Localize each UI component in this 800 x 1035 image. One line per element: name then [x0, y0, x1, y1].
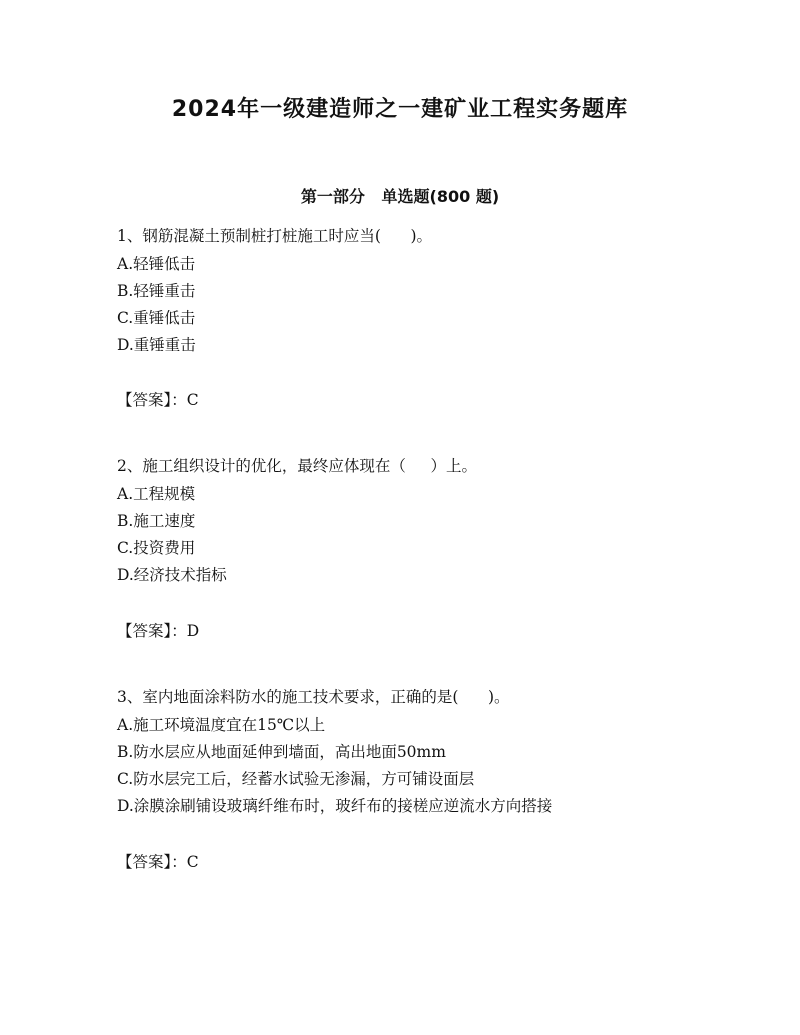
question-2-stem: 2、施工组织设计的优化，最终应体现在（ ）上。	[117, 457, 477, 475]
question-3-option-d: D.涂膜涂刷铺设玻璃纤维布时，玻纤布的接槎应逆流水方向搭接	[117, 797, 553, 815]
section-title: 第一部分 单选题(800 题)	[300, 187, 500, 206]
question-3-option-a: A.施工环境温度宜在15℃以上	[117, 716, 326, 734]
question-2-option-a: A.工程规模	[117, 485, 196, 503]
question-1-option-b: B.轻锤重击	[117, 282, 196, 300]
question-3-answer: 【答案】：C	[117, 853, 199, 871]
question-3-stem: 3、室内地面涂料防水的施工技术要求，正确的是( )。	[117, 688, 510, 706]
question-1-option-d: D.重锤重击	[117, 336, 196, 354]
question-2-option-d: D.经济技术指标	[117, 566, 227, 584]
document-title: 2024年一级建造师之一建矿业工程实务题库	[171, 97, 629, 122]
question-3-option-c: C.防水层完工后，经蓄水试验无渗漏，方可铺设面层	[117, 770, 475, 788]
question-3-option-b: B.防水层应从地面延伸到墙面，高出地面50mm	[117, 743, 446, 761]
question-2-option-b: B.施工速度	[117, 512, 196, 530]
question-2-option-c: C.投资费用	[117, 539, 196, 557]
question-2-answer: 【答案】：D	[117, 622, 200, 640]
question-1-option-c: C.重锤低击	[117, 309, 196, 327]
question-1-stem: 1、钢筋混凝土预制桩打桩施工时应当( )。	[117, 227, 433, 245]
question-1-option-a: A.轻锤低击	[117, 255, 196, 273]
question-1-answer: 【答案】：C	[117, 391, 199, 409]
